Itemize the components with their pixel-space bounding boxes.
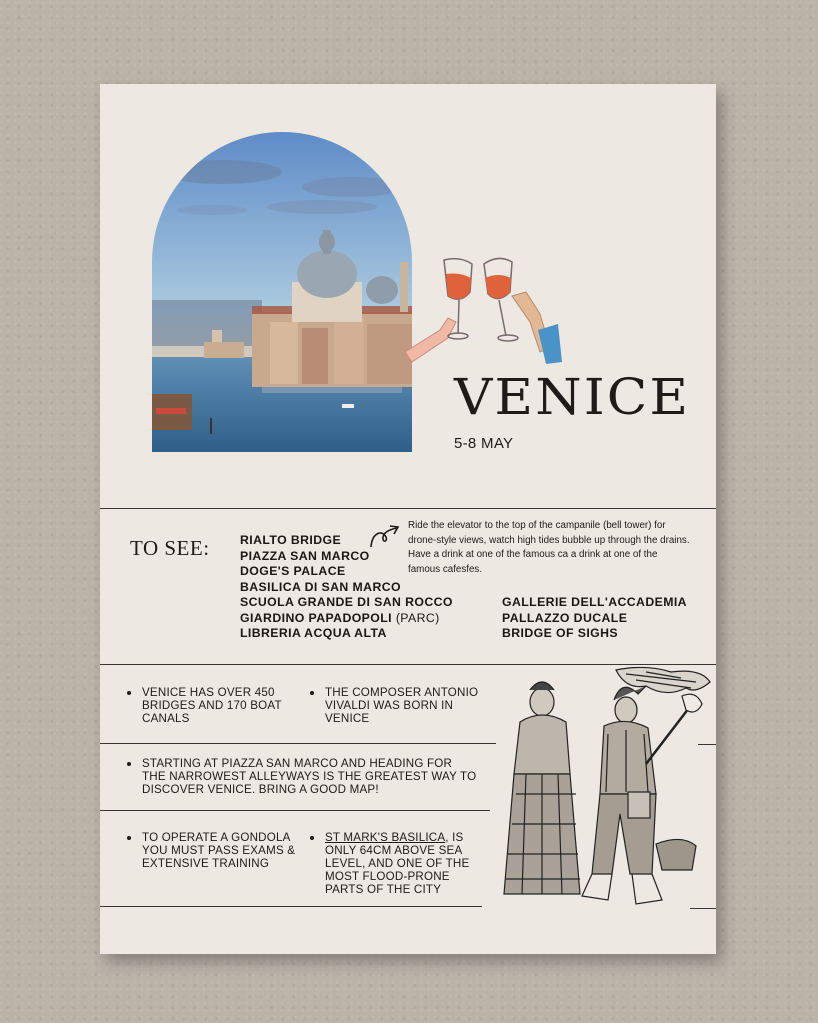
list-item: GALLERIE DELL'ACCADEMIA [502,595,687,609]
fact-basilica: ST MARK'S BASILICA, IS ONLY 64CM ABOVE SEA LEVEL, AND ONE OF THE MOST FLOOD-PRONE PARTS OF THE CITY [325,831,485,896]
basilica-link[interactable]: ST MARK'S BASILICA [325,831,446,844]
list-item: DOGE'S PALACE [240,564,346,578]
list-item: BRIDGE OF SIGHS [502,626,618,640]
divider [100,810,490,811]
to-see-heading: TO SEE: [130,536,210,560]
divider [100,743,496,744]
list-item: BASILICA DI SAN MARCO [240,579,401,594]
divider [100,906,482,907]
list-item: RIALTO BRIDGE [240,533,342,547]
list-item: SCUOLA GRANDE DI SAN ROCCO [240,595,453,609]
fact-gondola: TO OPERATE A GONDOLA YOU MUST PASS EXAMS & EXTENSIVE TRAINING [142,831,302,870]
curved-arrow-icon [368,525,400,549]
wine-glasses-icon [400,252,570,372]
list-item: PALLAZZO DUCALE [502,610,628,625]
sight-note: (PARC) [395,610,440,625]
fact-alleys: STARTING AT PIAZZA SAN MARCO AND HEADING FOR THE NARROWEST ALLEYWAYS IS THE GREATEST WAY TO DISCOVER VENICE. BRING A GOOD MAP! [142,757,478,796]
divider [100,508,716,509]
page-title: VENICE [454,368,691,426]
fact-vivaldi: THE COMPOSER ANTONIO VIVALDI WAS BORN IN VENICE [325,686,485,725]
venice-photo [152,132,412,452]
travel-card [100,84,716,954]
tip-text: Ride the elevator to the top of the campanile (bell tower) for drone-style views, watch high tides bubble up through the drains. Have a drink at one of the famous ca a drink at one of the famous cafesfes. [408,520,690,575]
sights-list-secondary [502,595,687,642]
carnival-engraving [496,664,712,926]
trip-dates: 5-8 MAY [454,435,514,452]
fact-bridges: VENICE HAS OVER 450 BRIDGES AND 170 BOAT CANALS [142,686,292,725]
list-item: LIBRERIA ACQUA ALTA [240,626,387,640]
list-item: PIAZZA SAN MARCO [240,548,370,563]
list-item: GIARDINO PAPADOPOLI (PARC) [240,610,440,625]
